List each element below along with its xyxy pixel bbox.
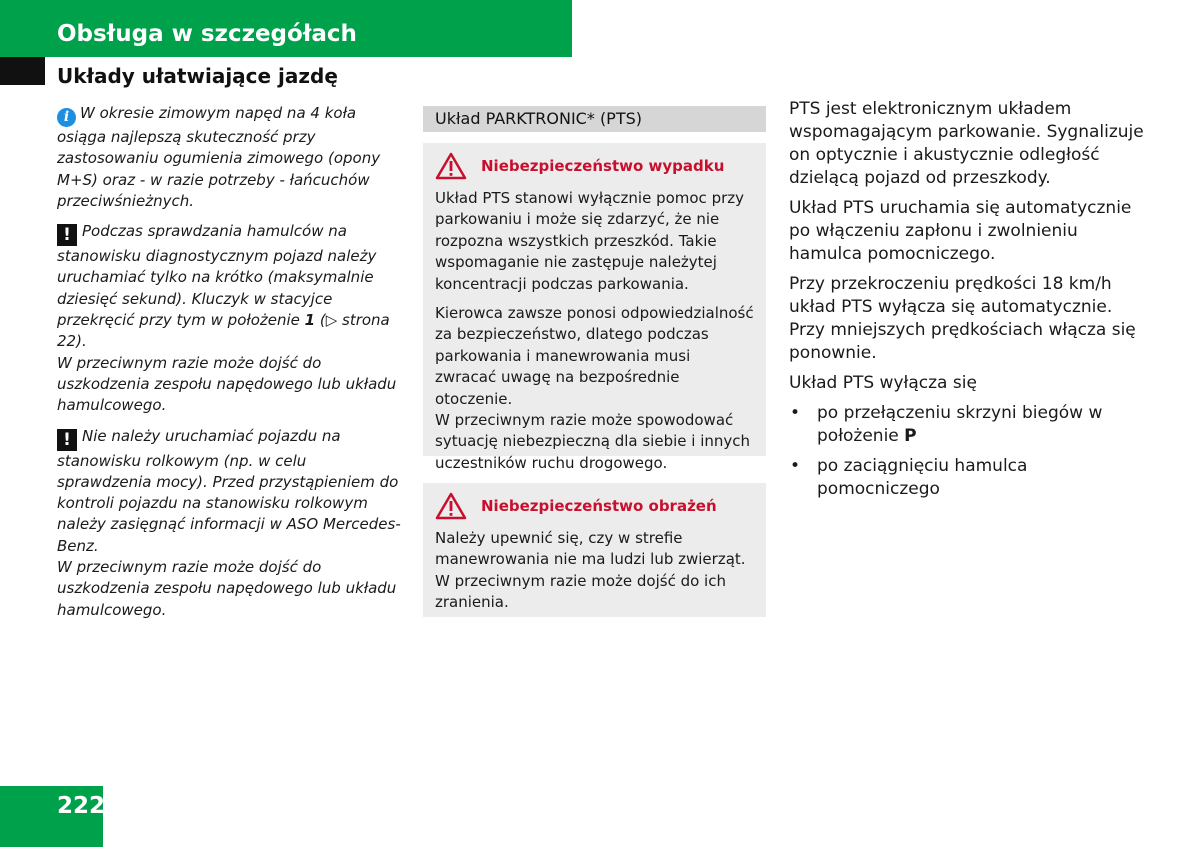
section-title: Obsługa w szczegółach — [57, 21, 357, 47]
warning-icon: ! — [57, 429, 77, 451]
left-column — [57, 103, 402, 630]
danger-paragraph: Układ PTS stanowi wyłącznie pomoc przy parkowaniu i może się zdarzyć, że nie rozpozna wszystkich przeszkód. Takie wspomaganie nie zastępuje należytej koncentracji podczas parkowania. — [435, 189, 745, 293]
subsection-title: Układy ułatwiające jazdę — [57, 64, 338, 88]
subsection-marker — [0, 57, 45, 85]
deactivation-list — [789, 402, 1149, 501]
middle-column — [423, 106, 766, 612]
danger-box-injury — [423, 483, 766, 617]
warning-2-text: Nie należy uruchamiać pojazdu na stanowisku rolkowym (np. w celu sprawdzenia mocy). Przed przystąpieniem do kontroli pojazdu na stanowisku rolkowym należy zasięgnąć informacji w ASO Mercedes-Benz. — [57, 426, 401, 555]
danger-paragraph: Kierowca zawsze ponosi odpowiedzialność za bezpieczeństwo, dlatego podczas parkowania i manewrowania musi zwracać uwagę na bezpośrednie otoczenie. W przeciwnym razie może spowodować sytuację niebezpieczną dla siebie i innych uczestników ruchu drogowego. — [435, 304, 754, 472]
pts-description: PTS jest elektronicznym układem wspomagającym parkowanie. Sygnalizuje on optycznie i akustycznie odległość dzielącą pojazd od przeszkody. — [789, 99, 1144, 188]
pts-speed-behavior: Przy przekroczeniu prędkości 18 km/h układ PTS wyłącza się automatycznie. Przy mniejszych prędkościach włącza się ponownie. — [789, 274, 1136, 363]
gear-position: P — [904, 426, 917, 446]
info-icon: i — [57, 108, 76, 127]
page-number: 222 — [57, 793, 106, 819]
pts-heading: Układ PARKTRONIC* (PTS) — [423, 106, 766, 132]
warning-note-brakes — [57, 221, 402, 416]
warning-2-consequence: W przeciwnym razie może dojść do uszkodzenia zespołu napędowego lub układu hamulcowego. — [57, 558, 397, 619]
bullet-icon: • — [790, 456, 801, 476]
list-item: • po zaciągnięciu hamulca pomocniczego — [790, 456, 1028, 499]
warning-1-text-before: Podczas sprawdzania hamulców na stanowisku diagnostycznym pojazd należy uruchamiać tylko na krótko (maksymalnie dziesięć sekund). Kluczyk w stacyjce przekręcić przy tym w położenie — [57, 222, 377, 330]
warning-icon: ! — [57, 224, 77, 246]
warning-1-page-ref: (▷ strona 22). — [57, 311, 390, 351]
danger-label: Niebezpieczeństwo obrażeń — [481, 497, 717, 515]
list-item: • po przełączeniu skrzyni biegów w położenie P — [790, 403, 1103, 446]
info-note — [57, 103, 402, 212]
pts-activation: Układ PTS uruchamia się automatycznie po włączeniu zapłonu i zwolnieniu hamulca pomocniczego. — [789, 198, 1132, 264]
info-note-text: W okresie zimowym napęd na 4 koła osiąga najlepszą skuteczność przy zastosowaniu ogumienia zimowego (opony M+S) oraz - w razie potrzeby - łańcuchów przeciwśnieżnych. — [57, 104, 381, 210]
danger-box-accident — [423, 143, 766, 472]
danger-paragraph: Należy upewnić się, czy w strefie manewrowania nie ma ludzi lub zwierząt. W przeciwnym razie może dojść do ich zranienia. — [435, 529, 746, 612]
warning-1-consequence: W przeciwnym razie może dojść do uszkodzenia zespołu napędowego lub układu hamulcowego. — [57, 353, 397, 415]
right-column — [789, 98, 1149, 508]
ignition-position: 1 — [304, 311, 316, 330]
warning-triangle-icon — [435, 492, 467, 520]
warning-note-roller — [57, 426, 402, 621]
bullet-icon: • — [790, 403, 801, 423]
warning-triangle-icon — [435, 152, 467, 180]
danger-label: Niebezpieczeństwo wypadku — [481, 157, 725, 175]
pts-deactivation-intro: Układ PTS wyłącza się — [789, 373, 977, 393]
